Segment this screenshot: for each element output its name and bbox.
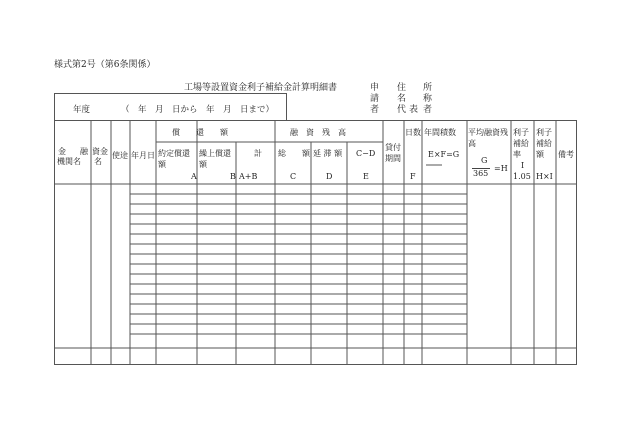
lender-header: 機関名 [57, 157, 81, 166]
date-header: 年月日 [131, 151, 155, 160]
fraction-bar [472, 168, 490, 169]
days-code: F [410, 172, 416, 181]
representative-char: 代 [397, 105, 407, 115]
representative-char: 者 [423, 105, 433, 115]
difference-header: C−D [356, 149, 376, 158]
representative-char: 表 [409, 105, 419, 115]
balance-header: 融 資 残 高 [290, 128, 346, 137]
overdue-code: D [326, 172, 333, 181]
average-denominator: 365 [473, 169, 489, 178]
interest-rate-header: 率 [513, 150, 521, 159]
fund-name-header: 資金 [92, 147, 108, 156]
annual-product-header: 年間積数 [424, 128, 456, 137]
lender-header: 融 [80, 147, 88, 156]
agreed-repayment-header: 額 [158, 160, 166, 169]
document-title: 工場等設置資金利子補給金計算明細書 [184, 83, 338, 93]
use-header: 使途 [112, 151, 128, 160]
loan-period-header: 貸付 [385, 143, 401, 152]
average-numerator: G [481, 156, 488, 165]
applicant-char: 者 [370, 105, 380, 115]
interest-rate-value: 1.05 [513, 172, 531, 181]
subsidy-amount-header: 利子 [536, 128, 552, 137]
name-char: 称 [423, 94, 433, 104]
applicant-char: 請 [370, 94, 380, 104]
address-char: 住 [397, 83, 407, 93]
early-repayment-code: B [230, 172, 236, 181]
subsidy-amount-formula: H×I [536, 172, 553, 181]
early-repayment-header: 額 [199, 160, 207, 169]
average-balance-header: 平均融資残 [468, 128, 508, 137]
difference-code: E [363, 172, 369, 181]
repayment-total-header: 計 [254, 149, 262, 158]
remarks-header: 備考 [558, 150, 574, 159]
address-char: 所 [423, 83, 433, 93]
name-char: 名 [397, 94, 407, 104]
fiscal-year-label: 年度 [73, 105, 91, 115]
interest-rate-header: 利子 [513, 128, 529, 137]
interest-rate-code: I [521, 161, 525, 170]
days-header: 日数 [405, 128, 421, 137]
repayment-total-code: A+B [239, 172, 258, 181]
agreed-repayment-code: A [191, 172, 197, 181]
balance-total-code: C [290, 172, 297, 181]
average-result: =H [494, 164, 508, 173]
applicant-char: 申 [370, 83, 380, 93]
subsidy-amount-header: 補給 [536, 139, 552, 148]
period-range-text: （ 年 月 日から 年 月 日まで） [121, 105, 275, 115]
interest-rate-header: 補給 [513, 139, 529, 148]
calculation-table [54, 120, 579, 367]
annual-product-formula: E×F=G [428, 150, 460, 159]
fund-name-header: 名 [94, 157, 102, 166]
fiscal-year-box [54, 93, 287, 120]
balance-total-header: 総 額 [278, 149, 310, 158]
form-number: 様式第2号（第6条関係） [54, 60, 156, 70]
overdue-header: 延 滞 額 [313, 149, 343, 158]
agreed-repayment-header: 約定償還 [158, 149, 190, 158]
repayment-header: 償 還 額 [172, 128, 228, 137]
subsidy-amount-header: 額 [536, 150, 544, 159]
average-balance-header: 高 [468, 139, 476, 148]
loan-period-header: 期間 [385, 154, 401, 163]
early-repayment-header: 繰上償還 [199, 149, 231, 158]
lender-header: 金 [58, 147, 66, 156]
